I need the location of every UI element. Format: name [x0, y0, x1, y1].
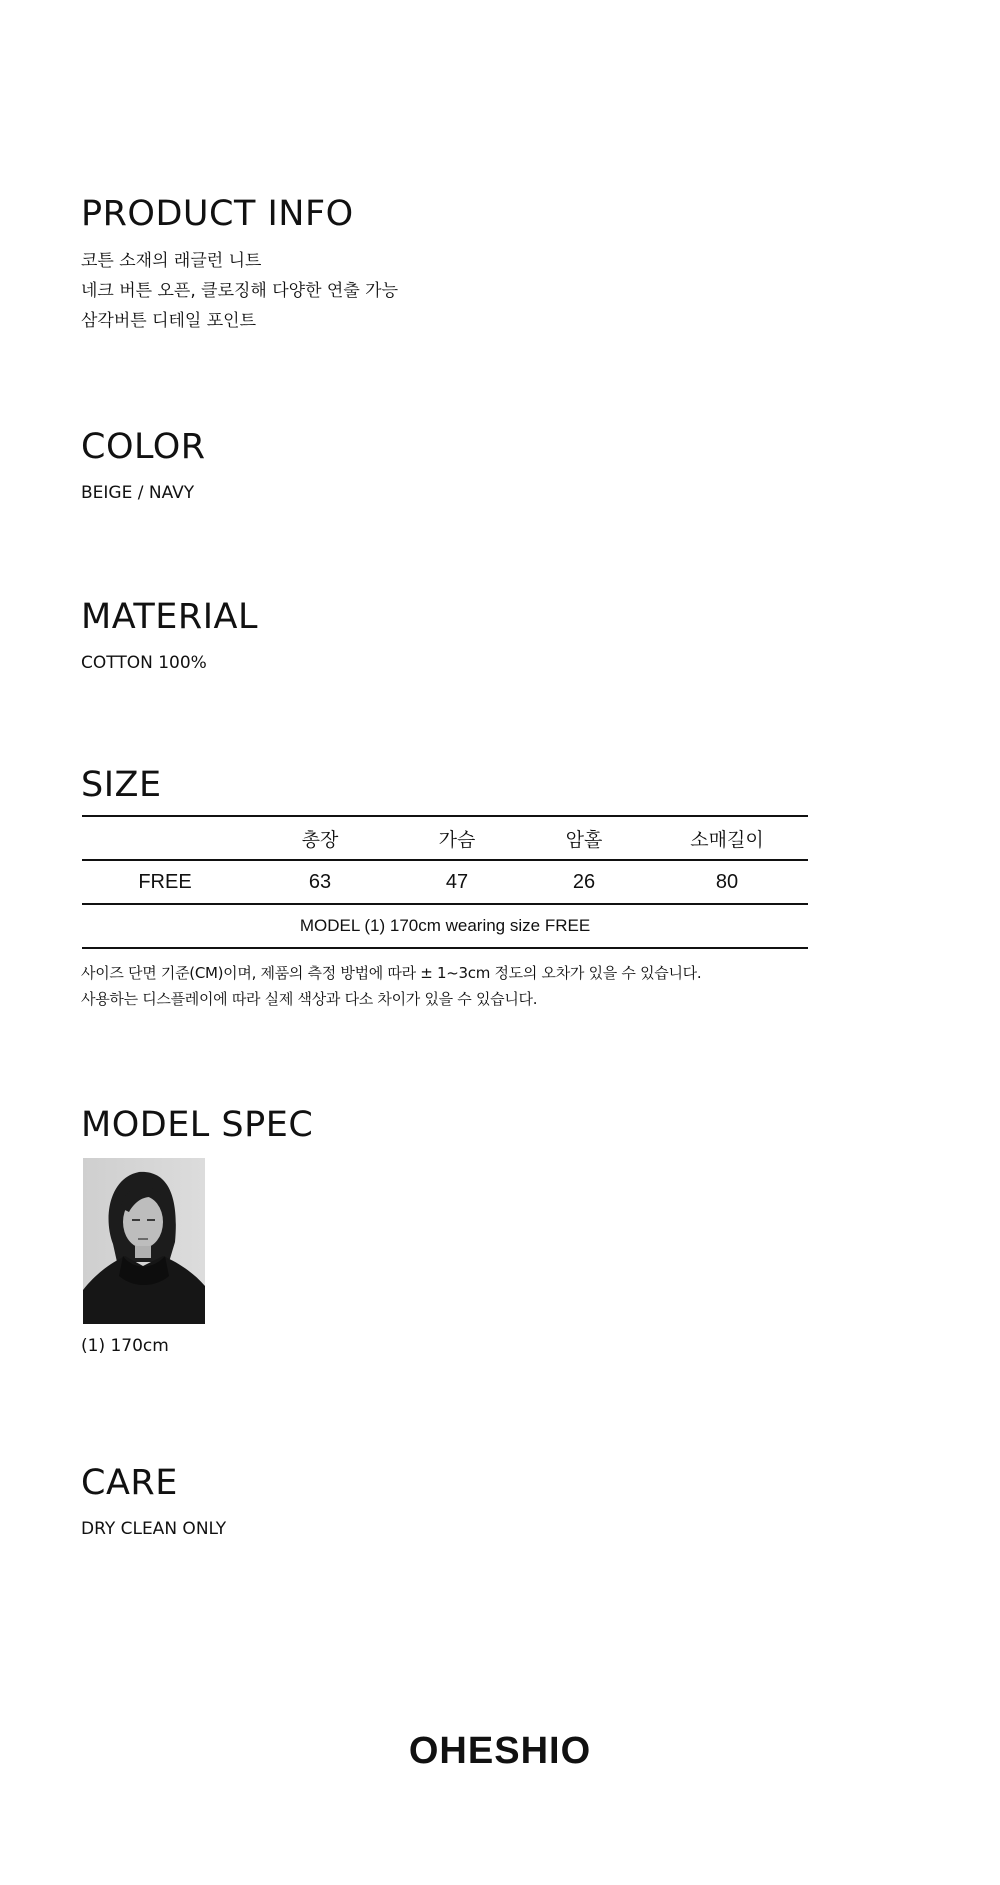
size-header-blank: [82, 816, 248, 860]
size-cell-chest: 47: [392, 860, 522, 904]
size-header-sleeve: 소매길이: [646, 816, 808, 860]
material-title: MATERIAL: [81, 597, 259, 637]
product-info-description: [81, 246, 398, 336]
size-title: SIZE: [81, 765, 162, 805]
size-cell-armhole: 26: [522, 860, 646, 904]
size-header-armhole: 암홀: [522, 816, 646, 860]
care-value: DRY CLEAN ONLY: [81, 1519, 227, 1539]
size-note-measure: 사이즈 단면 기준(CM)이며, 제품의 측정 방법에 따라 ± 1~3cm 정도의 오차가 있을 수 있습니다.: [81, 964, 702, 982]
model-note: MODEL (1) 170cm wearing size FREE: [82, 904, 808, 948]
model-photo: [83, 1158, 205, 1324]
color-value: BEIGE / NAVY: [81, 483, 195, 503]
model-spec-title: MODEL SPEC: [81, 1105, 314, 1145]
size-cell-length: 63: [248, 860, 392, 904]
size-note-display: 사용하는 디스플레이에 따라 실제 색상과 다소 차이가 있을 수 있습니다.: [81, 990, 538, 1008]
model-spec-caption: (1) 170cm: [81, 1336, 169, 1356]
product-info-line: 코튼 소재의 래글런 니트: [81, 251, 262, 271]
product-info-title: PRODUCT INFO: [81, 194, 354, 234]
product-info-line: 네크 버튼 오픈, 클로징해 다양한 연출 가능: [81, 281, 399, 301]
size-table-header-row: [82, 816, 808, 860]
brand-logo: OHESHIO: [408, 1730, 592, 1772]
size-table: [82, 815, 808, 949]
size-cell-sleeve: 80: [646, 860, 808, 904]
care-title: CARE: [81, 1463, 178, 1503]
size-header-length: 총장: [248, 816, 392, 860]
material-value: COTTON 100%: [81, 653, 207, 673]
table-row: [82, 860, 808, 904]
product-info-line: 삼각버튼 디테일 포인트: [81, 311, 257, 331]
size-header-chest: 가슴: [392, 816, 522, 860]
model-note-row: [82, 904, 808, 948]
size-cell-size: FREE: [82, 860, 248, 904]
color-title: COLOR: [81, 427, 206, 467]
